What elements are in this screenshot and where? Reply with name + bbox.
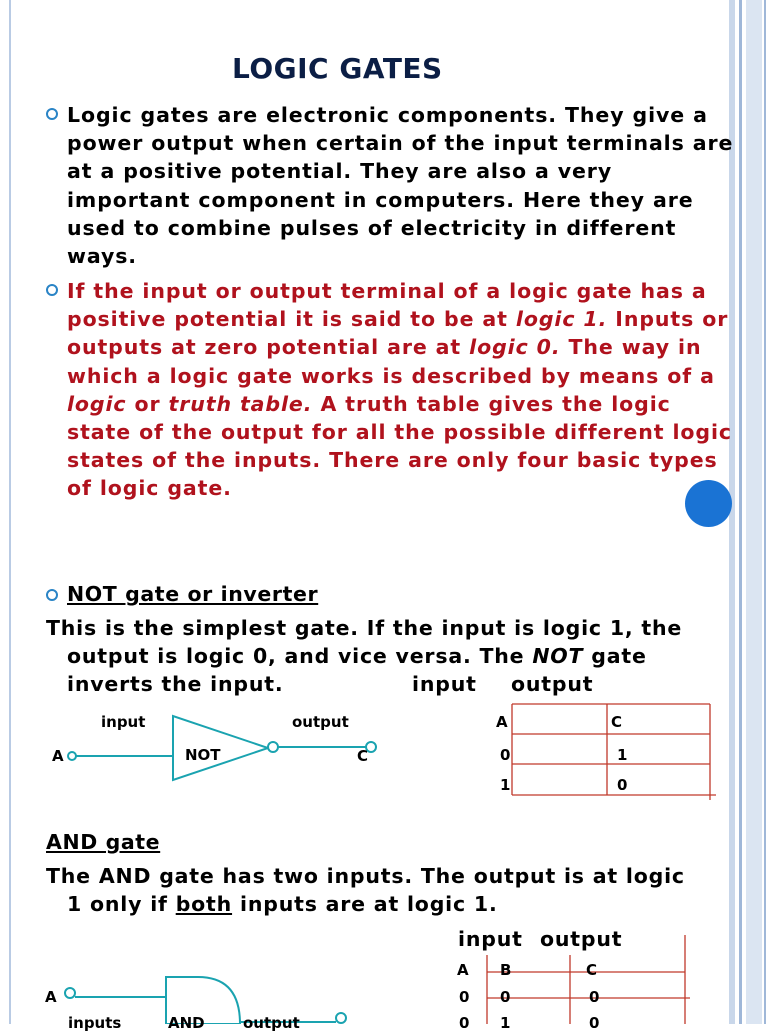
truth-table-header: C	[611, 713, 623, 731]
italic-term: logic 0.	[469, 335, 561, 360]
text-span: output is logic 0, and vice versa. The	[67, 644, 533, 668]
truth-table-header: C	[586, 961, 598, 979]
truth-table-cell: 1	[617, 746, 628, 764]
italic-term: truth table.	[168, 391, 313, 416]
truth-table-cell: 0	[589, 1014, 600, 1032]
diagram-output-label: output	[243, 1014, 300, 1032]
truth-table-cell: 0	[589, 988, 600, 1006]
truth-table-header: A	[457, 961, 469, 979]
truth-table-header: B	[500, 961, 512, 979]
diagram-input-label: input	[101, 713, 146, 731]
text-span: gate	[583, 644, 647, 668]
and-gate-heading: AND gate	[46, 830, 161, 854]
truth-table-output-label: output	[511, 672, 594, 696]
text-line: used to combine pulses of electricity in different	[67, 215, 677, 240]
text-span: The way in	[560, 335, 702, 360]
and-gate-label: AND	[168, 1014, 205, 1032]
diagram-terminal-a: A	[45, 988, 57, 1006]
text-line: If the input or output terminal of a logic gate has a	[67, 279, 707, 303]
text-line: Logic gates are electronic components. They give a	[67, 103, 708, 127]
truth-table-cell: 0	[459, 988, 470, 1006]
text-span: outputs at zero potential are at	[67, 335, 470, 360]
text-line: power output when certain of the input terminals are	[67, 131, 734, 156]
text-span: A truth table gives the logic	[312, 391, 671, 416]
text-line	[67, 892, 498, 916]
text-line: ways.	[67, 244, 137, 269]
text-span: positive potential it is said to be at	[67, 307, 516, 332]
text-line: states of the inputs. There are only four basic types	[67, 448, 718, 473]
text-line: at a positive potential. They are also a very	[67, 159, 613, 184]
text-span: Inputs or	[607, 307, 729, 332]
text-span: or	[126, 391, 169, 416]
underlined-term: both	[175, 892, 233, 916]
page-title: LOGIC GATES	[232, 52, 443, 85]
truth-table-header: A	[496, 713, 508, 731]
diagram-terminal-c: C	[357, 747, 369, 765]
not-gate-label: NOT	[185, 746, 221, 764]
text-line: which a logic gate works is described by means of a	[67, 363, 715, 388]
not-gate-heading: NOT gate or inverter	[67, 582, 319, 606]
truth-table-cell: 0	[500, 746, 511, 764]
italic-term: logic 1.	[515, 307, 608, 332]
diagram-inputs-label: inputs	[68, 1014, 122, 1032]
truth-table-cell: 0	[459, 1014, 470, 1032]
text-span: inputs are at logic 1.	[232, 892, 498, 916]
text-line: state of the output for all the possible different logic	[67, 420, 732, 445]
text-line: of logic gate.	[67, 476, 232, 501]
truth-table-cell: 0	[617, 776, 628, 794]
truth-table-cell: 1	[500, 776, 511, 794]
truth-table-output-label: output	[540, 927, 623, 951]
diagram-output-label: output	[292, 713, 349, 731]
truth-table-input-label: input	[412, 672, 477, 696]
truth-table-input-label: input	[458, 927, 523, 951]
truth-table-cell: 0	[500, 988, 511, 1006]
text-line: inverts the input.	[67, 672, 284, 696]
text-span: 1 only if	[67, 892, 176, 916]
italic-term: NOT	[532, 644, 584, 668]
italic-term: logic	[67, 391, 127, 416]
text-line: This is the simplest gate. If the input is logic 1, the	[46, 616, 683, 640]
text-line: The AND gate has two inputs. The output is at logic	[46, 864, 685, 888]
text-line: important component in computers. Here they are	[67, 187, 694, 212]
truth-table-cell: 1	[500, 1014, 511, 1032]
diagram-terminal-a: A	[52, 747, 64, 765]
